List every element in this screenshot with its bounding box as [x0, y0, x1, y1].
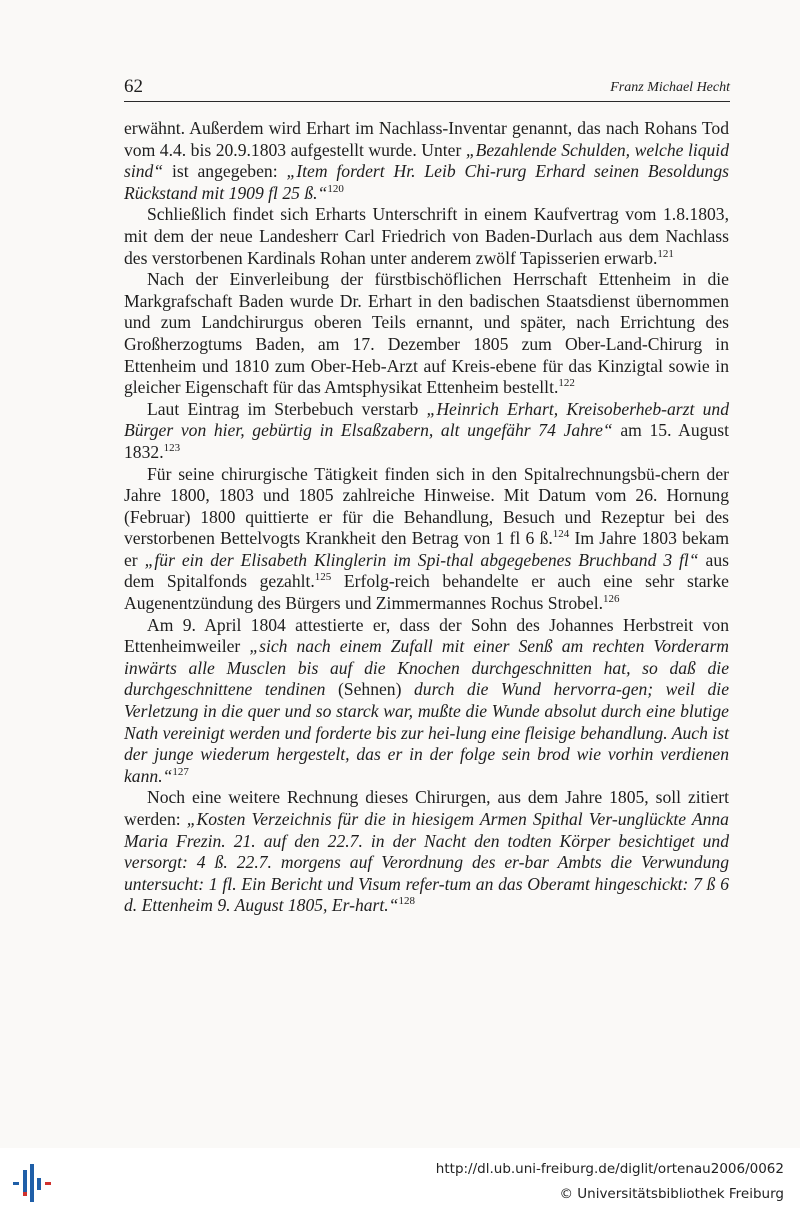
text-run: Schließlich findet sich Erharts Unterschrift in einem Kaufvertrag vom 1.8.1803, mit dem der neue Landesherr Carl Friedrich von Baden-Durlach aus dem Nachlass des verstorbenen Kardinals Rohan unter anderem zwölf Tapisserien erwarb. — [124, 204, 729, 268]
quoted-text: „Bezahlende Schulden, welche liquid sind“ — [124, 139, 729, 182]
running-head — [124, 74, 730, 100]
running-title: Franz Michael Hecht — [610, 80, 730, 95]
text-run: Am 9. April 1804 attestierte er, dass der Sohn des Johannes Herbstreit von Ettenheimweiler — [124, 614, 729, 657]
body-text — [124, 118, 729, 917]
quoted-text: durch die Wund hervorra-gen; weil die Verletzung in die quer und so starck war, mußte die Wunde absolut durch eine blutige Nath vereinigt werden und forderte bis zur hei-lung eine fleisige behandlung. Auch ist der junge wiederum hergestelt, das er in der folge sein brod wie vorhin verdienen kann.“ — [124, 679, 729, 786]
text-run: Noch eine weitere Rechnung dieses Chirurgen, aus dem Jahre 1805, soll zitiert werden: — [124, 787, 729, 829]
footnote-ref: 128 — [398, 895, 415, 908]
paragraph — [124, 399, 729, 464]
text-run: aus dem Spitalfonds gezahlt. — [124, 549, 729, 592]
footnote-ref: 126 — [603, 593, 620, 606]
paragraph — [124, 118, 729, 204]
quoted-text: „für ein der Elisabeth Klinglerin im Spi-thal abgegebenes Bruchband 3 fl“ — [144, 549, 699, 570]
page-number: 62 — [124, 76, 143, 97]
quoted-text: „sich nach einem Zufall mit einer Senß am rechten Vorderarm inwärts alle Musclen bis auf die Knochen durchgeschnitten hat, so daß die durchgeschnittene tendinen — [124, 636, 729, 700]
footnote-ref: 125 — [314, 571, 332, 584]
text-run: am 15. August 1832. — [124, 420, 729, 462]
permalink-url[interactable]: http://dl.ub.uni-freiburg.de/diglit/ortenau2006/0062 — [435, 1161, 784, 1177]
footnote-ref: 123 — [163, 441, 181, 454]
footnote-ref: 127 — [172, 765, 189, 778]
paragraph — [124, 615, 729, 788]
footnote-ref: 120 — [327, 182, 344, 195]
viewer-footer — [0, 1148, 800, 1212]
quoted-text: „Item fordert Hr. Leib Chi-rurg Erhard seinen Besoldungs Rückstand mit 1909 fl 25 ß.“ — [124, 161, 729, 203]
paragraph — [124, 787, 729, 917]
text-run: erwähnt. Außerdem wird Erhart im Nachlass-Inventar genannt, das nach Rohans Tod vom 4.4. bis 20.9.1803 aufgestellt wurde. Unter — [124, 118, 729, 160]
footnote-ref: 124 — [552, 528, 570, 541]
text-run: Laut Eintrag im Sterbebuch verstarb — [147, 398, 427, 419]
text-run: Für seine chirurgische Tätigkeit finden sich in den Spitalrechnungsbü-chern der Jahre 1800, 1803 und 1805 zahlreiche Hinweise. Mit Datum vom 26. Hornung (Februar) 1800 quittierte er für die Behandlung, Besuch und Rezeptur bei des verstorbenen Bettelvogts Krankheit den Betrag von 1 fl 6 ß. — [124, 463, 729, 549]
paragraph — [124, 464, 729, 615]
ub-freiburg-logo-icon — [10, 1162, 54, 1204]
text-run: Im Jahre 1803 bekam er — [124, 528, 730, 570]
paragraph — [124, 204, 729, 269]
paragraph — [124, 269, 729, 399]
text-run: ist angegeben: — [163, 161, 287, 182]
quoted-text: „Kosten Verzeichnis für die in hiesigem Armen Spithal Ver-unglückte Anna Maria Frezin. 21. auf den 22.7. in der Nacht den todten Körper besichtiget und versorgt: 4 ß. 22.7. morgens auf Verordnung des er-bar Ambts die Verwundung untersucht: 1 fl. Ein Bericht und Visum refer-tum an das Oberamt hingeschickt: 7 ß 6 d. Ettenheim 9. August 1805, Er-hart.“ — [124, 809, 729, 916]
text-run: Erfolg-reich behandelte er auch eine sehr starke Augenentzündung des Bürgers und Zimmermannes Rochus Strobel. — [124, 571, 729, 614]
text-run: (Sehnen) — [325, 679, 414, 700]
text-run: Nach der Einverleibung der fürstbischöflichen Herrschaft Ettenheim in die Markgrafschaft Baden wurde Dr. Erhart in den badischen Staatsdienst übernommen und zum Landchirurgus oberen Teils ernannt, und später, nach Errichtung des Großherzogtums Baden, am 17. Dezember 1805 zum Ober-Land-Chirurg in Ettenheim und 1810 zum Ober-Heb-Arzt auf Kreis-ebene für das Kinzigtal sowie in gleicher Eigenschaft für das Amtsphysikat Ettenheim bestellt. — [124, 269, 729, 398]
header-rule — [124, 101, 730, 102]
footnote-ref: 121 — [657, 247, 674, 260]
copyright-notice: © Universitätsbibliothek Freiburg — [559, 1186, 784, 1202]
quoted-text: „Heinrich Erhart, Kreisoberheb-arzt und Bürger von hier, gebürtig in Elsaßzabern, alt ungefähr 74 Jahre“ — [124, 398, 729, 441]
footnote-ref: 122 — [558, 377, 575, 390]
